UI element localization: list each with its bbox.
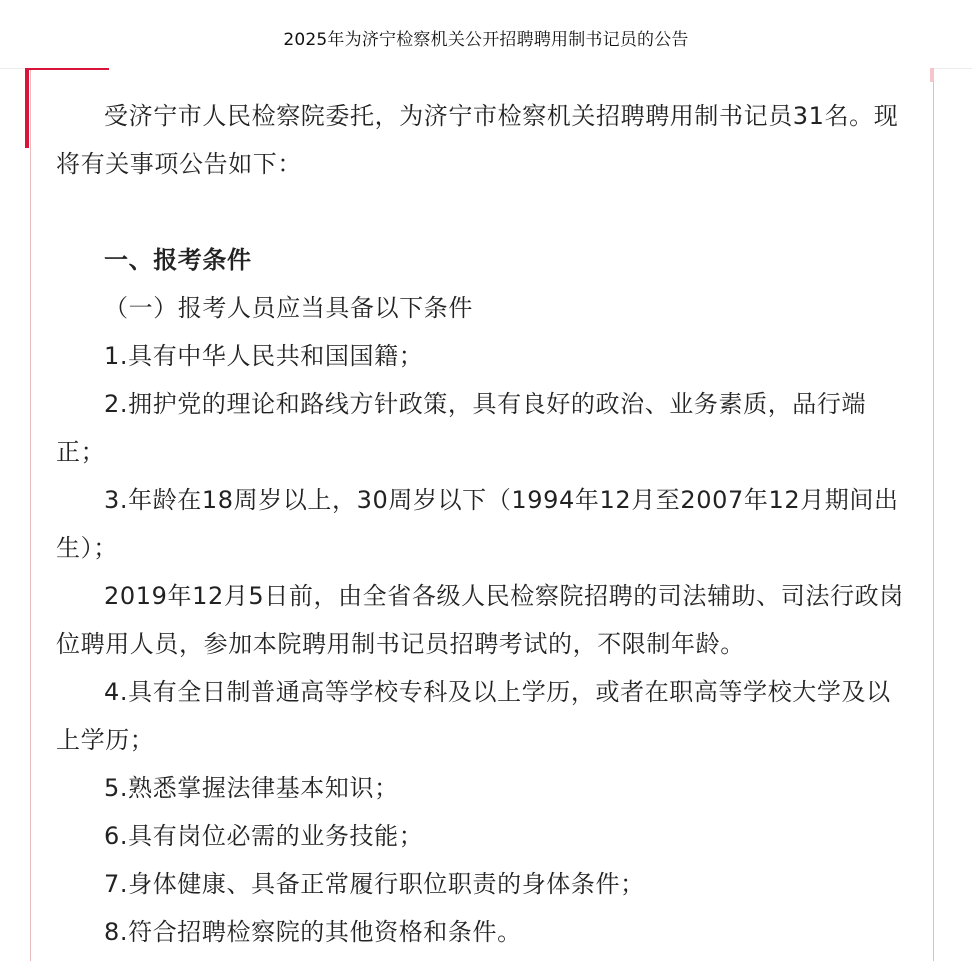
page-title: 2025年为济宁检察机关公开招聘聘用制书记员的公告 xyxy=(283,29,689,50)
accent-right-mark xyxy=(930,68,934,82)
list-item: 5.熟悉掌握法律基本知识； xyxy=(104,774,399,802)
list-item: 1.具有中华人民共和国国籍； xyxy=(104,342,424,370)
page-header xyxy=(0,0,972,69)
list-item: 2.拥护党的理论和路线方针政策，具有良好的政治、业务素质，品行端正； xyxy=(56,390,867,466)
list-item: 7.身体健康、具备正常履行职位职责的身体条件； xyxy=(104,870,645,898)
article-content xyxy=(56,92,912,956)
section-heading: 一、报考条件 xyxy=(104,246,252,274)
list-item: 8.符合招聘检察院的其他资格和条件。 xyxy=(104,918,522,946)
intro-paragraph: 受济宁市人民检察院委托，为济宁市检察机关招聘聘用制书记员31名。现将有关事项公告如下： xyxy=(56,102,899,178)
list-item: 6.具有岗位必需的业务技能； xyxy=(104,822,424,850)
accent-top-line xyxy=(29,68,109,70)
list-item: 3.年龄在18周岁以上，30周岁以下（1994年12月至2007年12月期间出生）； xyxy=(56,486,899,562)
accent-bar xyxy=(25,68,29,148)
list-item: 2019年12月5日前，由全省各级人民检察院招聘的司法辅助、司法行政岗位聘用人员，参加本院聘用制书记员招聘考试的，不限制年龄。 xyxy=(56,582,904,658)
list-item: 4.具有全日制普通高等学校专科及以上学历，或者在职高等学校大学及以上学历； xyxy=(56,678,891,754)
subsection-heading: （一）报考人员应当具备以下条件 xyxy=(104,294,473,322)
